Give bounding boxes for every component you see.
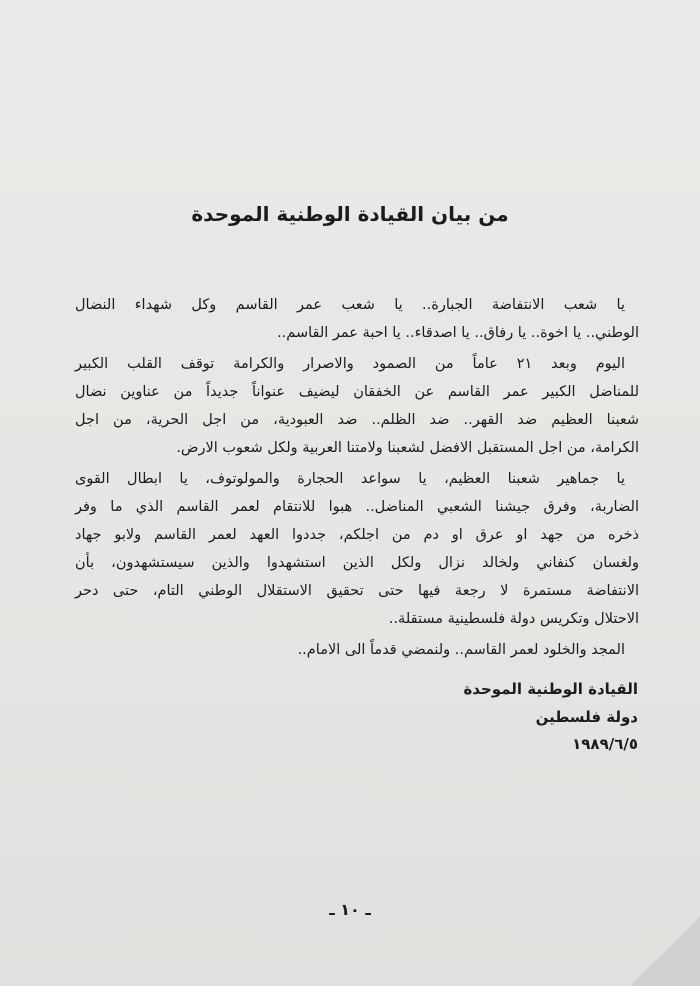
text-line: ولغسان كنفاني ولخالد نزال ولكل الذين استشهدوا والذين سيستشهدون، بأن xyxy=(75,555,639,571)
text-line: اليوم وبعد ٢١ عاماً من الصمود والاصرار والكرامة توقف القلب الكبير xyxy=(75,356,625,372)
text-line: الوطني.. يا اخوة.. يا رفاق.. يا اصدقاء.. يا احبة عمر القاسم.. xyxy=(277,325,639,341)
text-line: الكرامة، من اجل المستقبل الافضل لشعبنا ولامتنا العربية ولكل شعوب الارض. xyxy=(176,440,639,456)
page-title: من بيان القيادة الوطنية الموحدة xyxy=(191,202,509,226)
text-line: شعبنا العظيم ضد القهر.. ضد الظلم.. ضد العبودية، من اجل الحرية، من اجل xyxy=(75,412,639,428)
paragraph xyxy=(75,465,639,633)
signature-date: ١٩٨٩/٦/٥ xyxy=(572,735,638,753)
paragraph xyxy=(75,636,639,664)
text-line: يا شعب الانتفاضة الجبارة.. يا شعب عمر القاسم وكل شهداء النضال xyxy=(75,297,625,313)
text-line: يا جماهير شعبنا العظيم، يا سواعد الحجارة والمولوتوف، يا ابطال القوى xyxy=(75,471,625,487)
statement-body xyxy=(75,291,639,667)
signature-org: القيادة الوطنية الموحدة xyxy=(463,680,638,698)
text-line: المجد والخلود لعمر القاسم.. ولنمضي قدماً الى الامام.. xyxy=(297,642,625,658)
paragraph xyxy=(75,291,639,347)
text-line: الانتفاضة مستمرة لا رجعة فيها حتى تحقيق الاستقلال الوطني التام، حتى دحر xyxy=(75,583,639,599)
text-line: الضاربة، وفرق جيشنا الشعبي المناضل.. هبوا للانتقام لعمر القاسم الذي ما وفر xyxy=(75,499,639,515)
text-line: الاحتلال وتكريس دولة فلسطينية مستقلة.. xyxy=(388,611,639,627)
page-corner-shadow xyxy=(630,916,700,986)
page-number: ـ ١٠ ـ xyxy=(329,900,371,919)
text-line: ذخره من جهد او عرق او دم من اجلكم، جددوا العهد لعمر القاسم ولابو جهاد xyxy=(75,527,639,543)
text-line: للمناضل الكبير عمر القاسم عن الخفقان ليضيف عنواناً جديداً من عناوين نضال xyxy=(75,384,639,400)
signature-state: دولة فلسطين xyxy=(535,708,638,726)
paragraph xyxy=(75,350,639,462)
